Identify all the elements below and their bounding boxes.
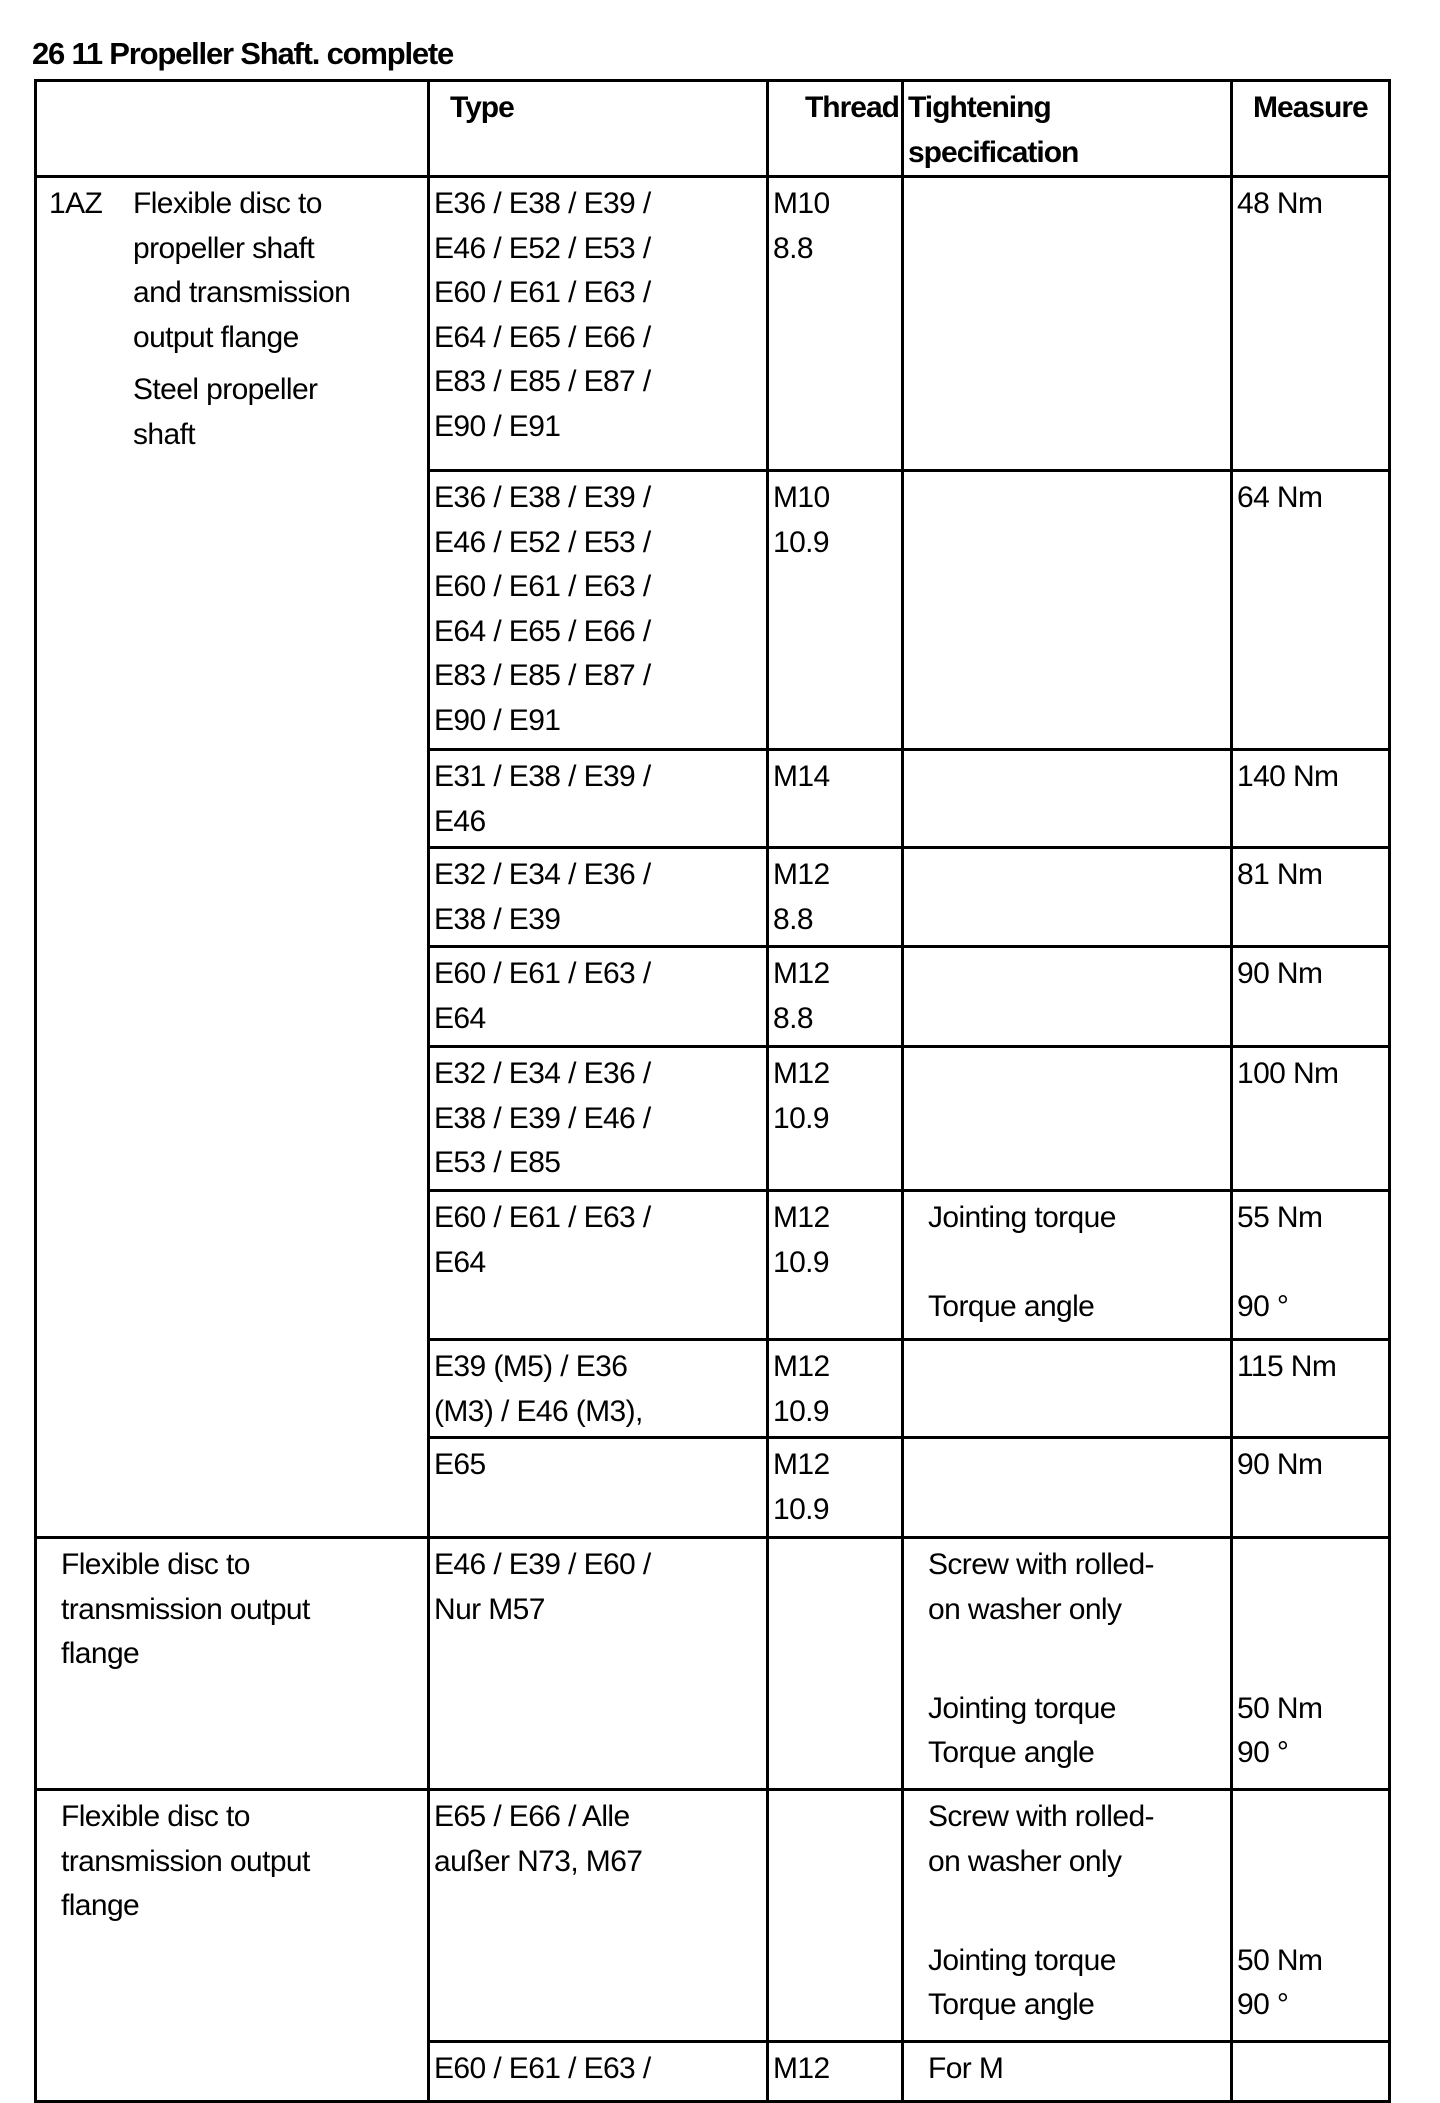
- type-cell: [429, 1438, 768, 1538]
- thread-cell: [768, 1191, 903, 1340]
- header-thread: Thread: [768, 81, 903, 177]
- text-line: Torque angle: [928, 1290, 1095, 1323]
- text-line: 10.9: [773, 1245, 829, 1279]
- text-line: E64 / E65 / E66 /: [434, 614, 651, 648]
- text-line: [1237, 1588, 1384, 1633]
- thread-cell: [768, 1538, 903, 1790]
- text-line: E46: [434, 804, 486, 838]
- text-line: 50 Nm: [1237, 1691, 1323, 1725]
- text-line: Jointing torque: [928, 1691, 1116, 1725]
- type-cell: [429, 947, 768, 1047]
- text-line: [928, 1884, 1226, 1929]
- text-line: E36 / E38 / E39 /: [434, 187, 651, 220]
- text-line: [1237, 1795, 1384, 1840]
- text-line: M12: [773, 1448, 830, 1481]
- text-line: E60 / E61 / E63 /: [434, 957, 651, 990]
- text-line: 8.8: [773, 231, 813, 265]
- text-line: 8.8: [773, 902, 813, 936]
- text-line: 90 Nm: [1237, 1448, 1323, 1481]
- thread-cell: [768, 947, 903, 1047]
- spec-cell: [903, 750, 1232, 848]
- thread-cell: [768, 848, 903, 947]
- text-line: [1237, 1241, 1384, 1286]
- thread-cell: [768, 1790, 903, 2042]
- measure-cell: [1232, 2042, 1390, 2102]
- spec-cell: [903, 1340, 1232, 1438]
- text-line: M10: [773, 481, 830, 514]
- text-line: E65: [434, 1448, 486, 1481]
- text-line: E53 / E85: [434, 1146, 561, 1179]
- text-line: transmission output: [61, 1844, 310, 1878]
- text-line: Jointing torque: [928, 1201, 1116, 1234]
- type-cell: [429, 471, 768, 750]
- torque-spec-table: [34, 79, 1391, 2103]
- thread-cell: [768, 1438, 903, 1538]
- text-line: E38 / E39 / E46 /: [434, 1101, 651, 1135]
- description-cell: [36, 1790, 429, 2102]
- type-cell: [429, 1340, 768, 1438]
- text-line: on washer only: [928, 1592, 1122, 1626]
- text-line: E90 / E91: [434, 409, 561, 443]
- type-cell: E60 / E61 / E63 /: [429, 2042, 768, 2102]
- text-line: [1237, 1840, 1384, 1885]
- text-line: 90 °: [1237, 1290, 1289, 1323]
- spec-cell: [903, 947, 1232, 1047]
- text-line: 64 Nm: [1237, 481, 1323, 514]
- table-row: [36, 1790, 1390, 2042]
- text-line: 8.8: [773, 1001, 813, 1035]
- text-line: Jointing torque: [928, 1943, 1116, 1977]
- thread-cell: [768, 1047, 903, 1191]
- header-blank: [36, 81, 429, 177]
- spec-cell: [903, 1790, 1232, 2042]
- text-line: E60 / E61 / E63 /: [434, 570, 651, 603]
- header-type: Type: [429, 81, 768, 177]
- text-line: M12: [773, 1350, 830, 1383]
- measure-cell: [1232, 1438, 1390, 1538]
- text-line: [928, 1632, 1226, 1677]
- thread-cell: [768, 471, 903, 750]
- text-line: M12: [773, 1057, 830, 1090]
- text-line: [1237, 1543, 1384, 1588]
- spec-cell: For M: [903, 2042, 1232, 2102]
- text-line: E64: [434, 1245, 486, 1279]
- type-cell: [429, 848, 768, 947]
- text-line: Nur M57: [434, 1592, 545, 1626]
- text-line: 48 Nm: [1237, 187, 1323, 220]
- text-line: M12: [773, 858, 830, 891]
- text-line: E60 / E61 / E63 /: [434, 1201, 651, 1234]
- spec-cell: [903, 848, 1232, 947]
- header-tightening: Tightening specification: [903, 81, 1232, 177]
- type-cell: [429, 1790, 768, 2042]
- text-line: 50 Nm: [1237, 1943, 1323, 1977]
- text-line: 10.9: [773, 1394, 829, 1428]
- text-line: 115 Nm: [1237, 1350, 1337, 1383]
- type-cell: [429, 1538, 768, 1790]
- spec-cell: [903, 1191, 1232, 1340]
- text-line: E64 / E65 / E66 /: [434, 320, 651, 354]
- text-line: E32 / E34 / E36 /: [434, 858, 651, 891]
- text-line: Flexible disc to: [133, 187, 322, 220]
- type-cell: [429, 1191, 768, 1340]
- text-line: 81 Nm: [1237, 858, 1323, 891]
- text-line: 100 Nm: [1237, 1057, 1339, 1090]
- type-cell: [429, 750, 768, 848]
- description-cell: [36, 1538, 429, 1790]
- text-line: output flange: [133, 320, 299, 354]
- spec-cell: [903, 177, 1232, 471]
- measure-cell: [1232, 1047, 1390, 1191]
- type-cell: [429, 177, 768, 471]
- thread-cell: M12: [768, 2042, 903, 2102]
- text-line: 90 °: [1237, 1988, 1289, 2021]
- text-line: E46 / E39 / E60 /: [434, 1548, 651, 1581]
- text-line: M10: [773, 187, 830, 220]
- header-row: [36, 81, 1390, 177]
- spec-cell: [903, 1438, 1232, 1538]
- text-line: E36 / E38 / E39 /: [434, 481, 651, 514]
- text-line: Flexible disc to: [61, 1800, 250, 1833]
- text-line: Flexible disc to: [61, 1548, 250, 1581]
- text-line: Torque angle: [928, 1736, 1095, 1769]
- measure-cell: [1232, 1790, 1390, 2042]
- text-line: 10.9: [773, 525, 829, 559]
- thread-cell: [768, 1340, 903, 1438]
- description-cell: [36, 177, 429, 1538]
- text-line: on washer only: [928, 1844, 1122, 1878]
- text-line: 90 Nm: [1237, 957, 1323, 990]
- text-line: M12: [773, 957, 830, 990]
- measure-cell: [1232, 1340, 1390, 1438]
- item-code: 1AZ: [49, 187, 103, 220]
- text-line: M12: [773, 1201, 830, 1234]
- text-line: Steel propeller: [133, 373, 318, 406]
- text-line: transmission output: [61, 1592, 310, 1626]
- measure-cell: [1232, 750, 1390, 848]
- type-cell: [429, 1047, 768, 1191]
- thread-cell: [768, 177, 903, 471]
- text-line: shaft: [133, 417, 196, 451]
- text-line: [928, 1241, 1226, 1286]
- text-line: 55 Nm: [1237, 1201, 1323, 1234]
- text-line: E83 / E85 / E87 /: [434, 659, 651, 692]
- text-line: Torque angle: [928, 1988, 1095, 2021]
- text-line: 90 °: [1237, 1736, 1289, 1769]
- text-line: außer N73, M67: [434, 1844, 643, 1878]
- text-line: E90 / E91: [434, 703, 561, 737]
- text-line: E32 / E34 / E36 /: [434, 1057, 651, 1090]
- table-row: [36, 177, 1390, 471]
- text-line: E46 / E52 / E53 /: [434, 231, 651, 265]
- page-title: 26 11 Propeller Shaft. complete: [32, 36, 454, 71]
- text-line: (M3) / E46 (M3),: [434, 1394, 643, 1428]
- text-line: and transmission: [133, 276, 351, 309]
- text-line: E60 / E61 / E63 /: [434, 276, 651, 309]
- text-line: 10.9: [773, 1492, 829, 1526]
- spec-cell: [903, 1047, 1232, 1191]
- table-row: [36, 1538, 1390, 1790]
- measure-cell: [1232, 947, 1390, 1047]
- measure-cell: [1232, 1191, 1390, 1340]
- text-line: propeller shaft: [133, 231, 315, 265]
- text-line: Screw with rolled-: [928, 1548, 1154, 1581]
- text-line: Screw with rolled-: [928, 1800, 1154, 1833]
- measure-cell: [1232, 471, 1390, 750]
- text-line: E46 / E52 / E53 /: [434, 525, 651, 559]
- measure-cell: [1232, 1538, 1390, 1790]
- measure-cell: [1232, 177, 1390, 471]
- text-line: [1237, 1632, 1384, 1677]
- spec-cell: [903, 471, 1232, 750]
- text-line: E31 / E38 / E39 /: [434, 760, 651, 793]
- text-line: 10.9: [773, 1101, 829, 1135]
- text-line: E38 / E39: [434, 902, 561, 936]
- thread-cell: [768, 750, 903, 848]
- measure-cell: [1232, 848, 1390, 947]
- header-measure: Measure: [1232, 81, 1390, 177]
- text-line: 140 Nm: [1237, 760, 1339, 793]
- text-line: E83 / E85 / E87 /: [434, 365, 651, 398]
- text-line: flange: [61, 1637, 140, 1670]
- text-line: E64: [434, 1001, 486, 1035]
- text-line: M14: [773, 760, 830, 793]
- text-line: flange: [61, 1889, 140, 1922]
- text-line: [1237, 1884, 1384, 1929]
- spec-cell: [903, 1538, 1232, 1790]
- text-line: E65 / E66 / Alle: [434, 1800, 630, 1833]
- text-line: E39 (M5) / E36: [434, 1350, 628, 1383]
